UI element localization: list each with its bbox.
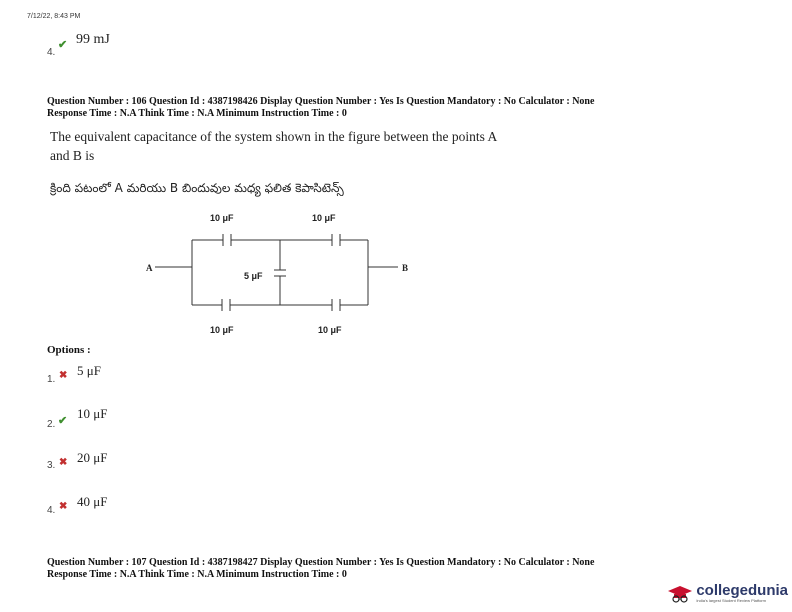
option-1-value: 5 μF — [77, 363, 101, 378]
cap-label-top-left: 10 μF — [210, 213, 234, 223]
question-meta-line2: Response Time : N.A Think Time : N.A Minimum Instruction Time : 0 — [47, 569, 347, 580]
cross-icon: ✖ — [59, 457, 68, 468]
question-meta-line1: Question Number : 106 Question Id : 4387198426 Display Question Number : Yes Is Question Mandatory : No Calculator : None — [47, 96, 595, 107]
check-icon: ✔ — [58, 415, 68, 427]
option-3-value: 20 μF — [77, 450, 108, 465]
option-4-value: 40 μF — [77, 494, 108, 509]
logo-tagline: India's largest Student Review Platform — [696, 598, 766, 603]
cross-icon: ✖ — [59, 501, 68, 512]
cap-label-bottom-left: 10 μF — [210, 325, 234, 335]
cap-label-top-right: 10 μF — [312, 213, 336, 223]
collegedunia-logo[interactable] — [666, 583, 788, 604]
cap-label-middle: 5 μF — [244, 271, 263, 281]
check-icon: ✔ — [58, 39, 68, 51]
option-2-number: 2. — [47, 419, 56, 430]
cross-icon: ✖ — [59, 370, 68, 381]
question-meta-line2: Response Time : N.A Think Time : N.A Minimum Instruction Time : 0 — [47, 108, 347, 119]
previous-option-4 — [47, 42, 55, 60]
question-107-meta — [47, 557, 594, 581]
question-106-text — [50, 127, 497, 165]
option-1-number: 1. — [47, 374, 56, 385]
question-text-line2: and B is — [50, 148, 95, 163]
graduation-cap-icon — [666, 584, 694, 604]
point-b-label: B — [402, 263, 409, 273]
option-4-number: 4. — [47, 505, 56, 516]
question-text-line1: The equivalent capacitance of the system shown in the figure between the points A — [50, 129, 498, 144]
option-value: 99 mJ — [76, 32, 110, 47]
question-meta-line1: Question Number : 107 Question Id : 4387198427 Display Question Number : Yes Is Question Mandatory : No Calculator : None — [47, 557, 595, 568]
options-label: Options : — [47, 344, 91, 356]
option-3-number: 3. — [47, 460, 56, 471]
question-telugu-text: క్రింది పటంలో A మరియు B బిందువుల మధ్య ఫలిత కెపాసిటెన్స్ — [50, 181, 344, 195]
option-number: 4. — [47, 47, 56, 58]
logo-name: collegedunia — [696, 582, 788, 599]
point-a-label: A — [146, 263, 153, 273]
question-106-meta — [47, 96, 594, 120]
cap-label-bottom-right: 10 μF — [318, 325, 342, 335]
option-2-value: 10 μF — [77, 406, 108, 421]
circuit-diagram — [140, 205, 420, 340]
print-timestamp: 7/12/22, 8:43 PM — [27, 13, 81, 20]
